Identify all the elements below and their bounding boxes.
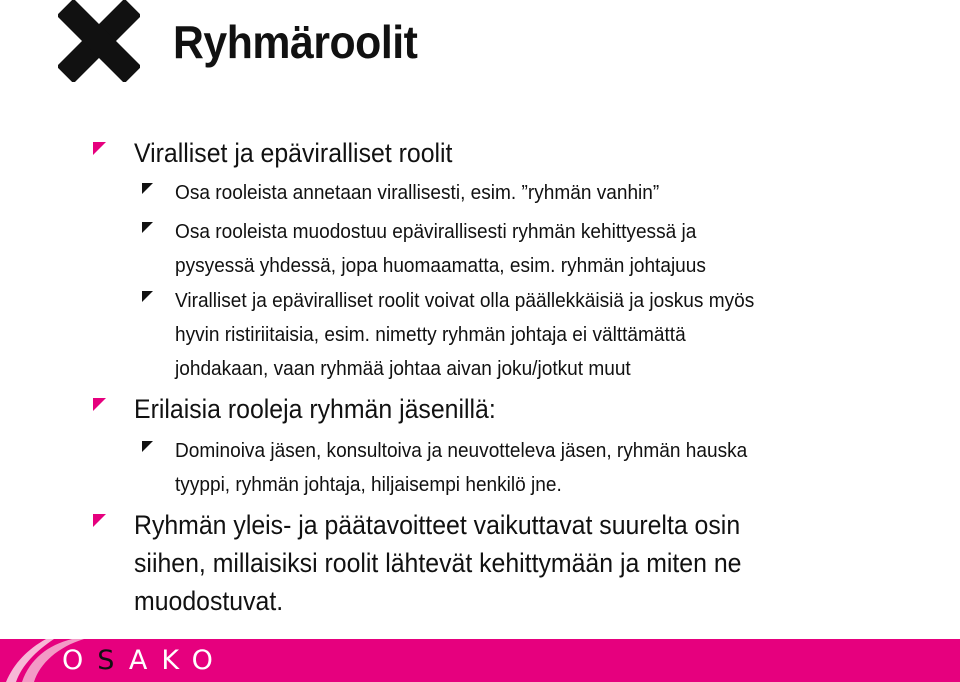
bullet-triangle-icon <box>93 398 106 411</box>
logo-letter: O <box>191 645 227 676</box>
logo-letter: A <box>128 645 162 676</box>
bullet-text: Ryhmän yleis- ja päätavoitteet vaikuttavat suurelta osin <box>134 510 741 540</box>
sub-bullet-item <box>175 284 798 386</box>
logo-letter: O <box>62 645 98 676</box>
logo-letter: S <box>97 645 129 676</box>
cross-logo-icon <box>58 0 140 82</box>
bullet-item <box>134 506 794 620</box>
bullet-text: Viralliset ja epäviralliset roolit <box>134 138 453 168</box>
footer-logo <box>62 646 227 676</box>
logo-letter: K <box>161 645 192 676</box>
bullet-triangle-icon <box>93 514 106 527</box>
sub-bullet-text: tyyppi, ryhmän johtaja, hiljaisempi henkilö jne. <box>175 473 562 496</box>
sub-bullet-item <box>175 215 746 283</box>
bullet-triangle-icon <box>93 142 106 155</box>
slide-title: Ryhmäroolit <box>173 16 418 68</box>
sub-bullet-text: Viralliset ja epäviralliset roolit voivat olla päällekkäisiä ja joskus myös <box>175 289 755 312</box>
bullet-text: muodostuvat. <box>134 586 284 616</box>
sub-bullet-item <box>175 176 696 210</box>
sub-bullet-text: hyvin ristiriitaisia, esim. nimetty ryhmän johtaja ei välttämättä <box>175 323 686 346</box>
sub-bullet-triangle-icon <box>142 222 153 233</box>
sub-bullet-text: Osa rooleista muodostuu epävirallisesti ryhmän kehittyessä ja <box>175 220 697 243</box>
sub-bullet-text: pysyessä yhdessä, jopa huomaamatta, esim. ryhmän johtajuus <box>175 254 706 277</box>
footer-bar <box>0 639 960 682</box>
bullet-item <box>134 390 527 428</box>
sub-bullet-text: johdakaan, vaan ryhmää johtaa aivan joku/jotkut muut <box>175 357 631 380</box>
bullet-text: Erilaisia rooleja ryhmän jäsenillä: <box>134 394 496 424</box>
sub-bullet-item <box>175 434 790 502</box>
sub-bullet-triangle-icon <box>142 183 153 194</box>
sub-bullet-triangle-icon <box>142 291 153 302</box>
sub-bullet-triangle-icon <box>142 441 153 452</box>
sub-bullet-text: Osa rooleista annetaan virallisesti, esim. ”ryhmän vanhin” <box>175 181 660 204</box>
bullet-text: siihen, millaisiksi roolit lähtevät kehittymään ja miten ne <box>134 548 742 578</box>
sub-bullet-text: Dominoiva jäsen, konsultoiva ja neuvotteleva jäsen, ryhmän hauska <box>175 439 748 462</box>
bullet-item <box>134 134 480 172</box>
